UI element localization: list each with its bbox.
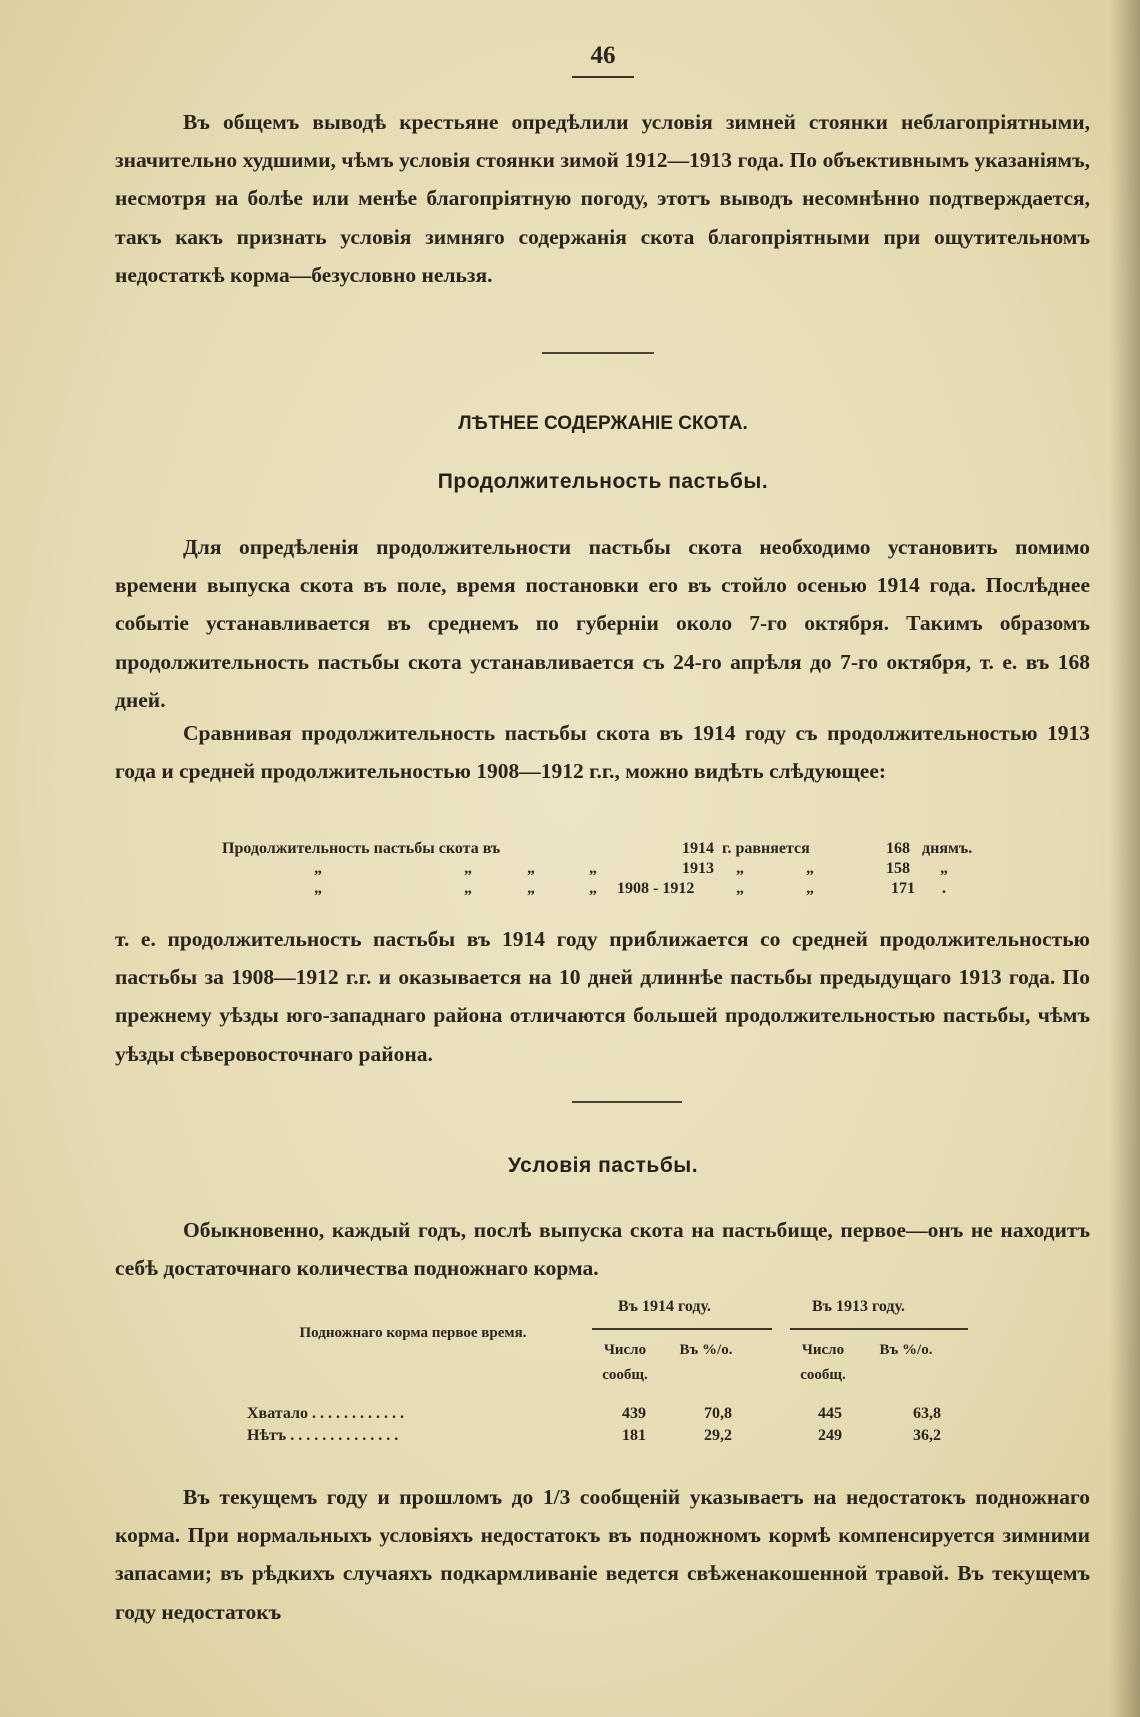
intro-block xyxy=(115,103,1090,294)
table-cell: 36,2 xyxy=(913,1427,941,1444)
ditto-mark: „ xyxy=(806,880,814,897)
table-cell: 445 xyxy=(818,1405,842,1422)
duration-row xyxy=(222,878,982,898)
page-number-underline xyxy=(572,76,634,78)
page-edge-shadow xyxy=(1110,0,1140,1717)
duration-row xyxy=(222,858,982,878)
sub-header-pct-1913: Въ %/о. xyxy=(879,1342,933,1358)
ditto-mark: „ xyxy=(464,860,472,877)
final-block xyxy=(115,1478,1090,1631)
col-group-rule-1913 xyxy=(790,1328,968,1330)
table-cell: 70,8 xyxy=(704,1405,732,1422)
section-separator-2 xyxy=(572,1101,682,1103)
table-row-label: Нѣтъ . . . . . . . . . . . . . . xyxy=(247,1427,399,1444)
duration-period: 1914 xyxy=(682,840,714,857)
duration-period: 1908 - 1912 xyxy=(617,880,695,897)
table-cell: 439 xyxy=(622,1405,646,1422)
subsection-title-conditions: Условія пастьбы. xyxy=(507,1154,699,1177)
col-group-rule-1914 xyxy=(592,1328,772,1330)
table-cell: 29,2 xyxy=(704,1427,732,1444)
ditto-mark: „ xyxy=(464,880,472,897)
ditto-mark: „ xyxy=(314,860,322,877)
section-title: ЛѢТНЕЕ СОДЕРЖАНІЕ СКОТА. xyxy=(458,413,748,434)
conclusion-paragraph: т. е. продолжительность пастьбы въ 1914 году приближается со средней продолжительностью пастьбы за 1908—1912 г.г. и оказывается на 10 дней длиннѣе пастьбы предыдущаго 1913 года. По прежнему уѣзды юго-западнаго района отличаются большей продолжительностью пастьбы, чѣмъ уѣзды сѣверовосточнаго района. xyxy=(115,927,1090,1066)
sub-header-pct-1914: Въ %/о. xyxy=(679,1342,733,1358)
table-cell: 181 xyxy=(622,1427,646,1444)
row-header: Подножнаго корма первое время. xyxy=(299,1325,527,1341)
duration-suffix: „ xyxy=(736,880,744,897)
ditto-mark: „ xyxy=(589,860,597,877)
duration-label: Продолжительность пастьбы скота въ xyxy=(222,840,501,857)
conclusion-block xyxy=(115,920,1090,1073)
conditions-paragraph: Обыкновенно, каждый годъ, послѣ выпуска скота на пастьбище, первое—онъ не находитъ себѣ достаточнаго количества подножнаго корма. xyxy=(115,1218,1090,1281)
ditto-mark: „ xyxy=(314,880,322,897)
col-group-1914: Въ 1914 году. xyxy=(618,1298,711,1315)
comparison-block xyxy=(115,714,1090,790)
duration-table xyxy=(222,838,982,898)
section-separator-1 xyxy=(542,352,654,354)
ditto-mark: „ xyxy=(806,860,814,877)
page-number: 46 xyxy=(590,42,616,69)
duration-unit: . xyxy=(942,880,946,897)
col-group-1913: Въ 1913 году. xyxy=(812,1298,905,1315)
duration-paragraph: Для опредѣленія продолжительности пастьбы скота необходимо установить помимо времени выпуска скота въ поле, время постановки его въ стойло осенью 1914 года. Послѣднее событіе устанавливается въ среднемъ по губерніи около 7-го октября. Такимъ образомъ продолжительность пастьбы скота устанавливается съ 24-го апрѣля до 7-го октября, т. е. въ 168 дней. xyxy=(115,535,1090,712)
intro-paragraph: Въ общемъ выводѣ крестьяне опредѣлили условія зимней стоянки неблагопріятными, значительно худшими, чѣмъ условія стоянки зимой 1912—1913 года. По объективнымъ указаніямъ, несмотря на болѣе или менѣе благопріятную погоду, этотъ выводъ несомнѣнно подтверждается, такъ какъ признать условія зимняго содержанія скота благопріятными при ощутительномъ недостаткѣ корма—безусловно нельзя. xyxy=(115,110,1090,287)
duration-block xyxy=(115,528,1090,719)
duration-row xyxy=(222,838,982,858)
duration-days: 171 xyxy=(891,880,915,897)
duration-days: 168 xyxy=(886,840,910,857)
table-cell: 249 xyxy=(818,1427,842,1444)
final-paragraph: Въ текущемъ году и прошломъ до 1/3 сообщеній указываетъ на недостатокъ подножнаго корма. При нормальныхъ условіяхъ недостатокъ въ подножномъ кормѣ компенсируется зимними запасами; въ рѣдкихъ случаяхъ подкармливаніе ведется свѣженакошенной травой. Въ текущемъ году недостатокъ xyxy=(115,1485,1090,1624)
duration-period: 1913 xyxy=(682,860,714,877)
ditto-mark: „ xyxy=(589,880,597,897)
duration-unit: днямъ. xyxy=(922,840,973,857)
comparison-paragraph: Сравнивая продолжительность пастьбы скота въ 1914 году съ продолжительностью 1913 года и средней продолжительностью 1908—1912 г.г., можно видѣть слѣдующее: xyxy=(115,721,1090,784)
conditions-block xyxy=(115,1211,1090,1287)
feed-table xyxy=(230,1288,970,1448)
table-row-label: Хватало . . . . . . . . . . . . xyxy=(247,1405,404,1422)
duration-days: 158 xyxy=(886,860,910,877)
ditto-mark: „ xyxy=(527,880,535,897)
ditto-mark: „ xyxy=(527,860,535,877)
table-cell: 63,8 xyxy=(913,1405,941,1422)
duration-suffix: „ xyxy=(736,860,744,877)
duration-unit: „ xyxy=(940,860,948,877)
duration-suffix: г. равняется xyxy=(722,840,810,857)
sub-header-count-1914: Число сообщ. xyxy=(602,1342,648,1383)
subsection-title-duration: Продолжительность пастьбы. xyxy=(437,470,769,493)
sub-header-count-1913: Число сообщ. xyxy=(800,1342,846,1383)
